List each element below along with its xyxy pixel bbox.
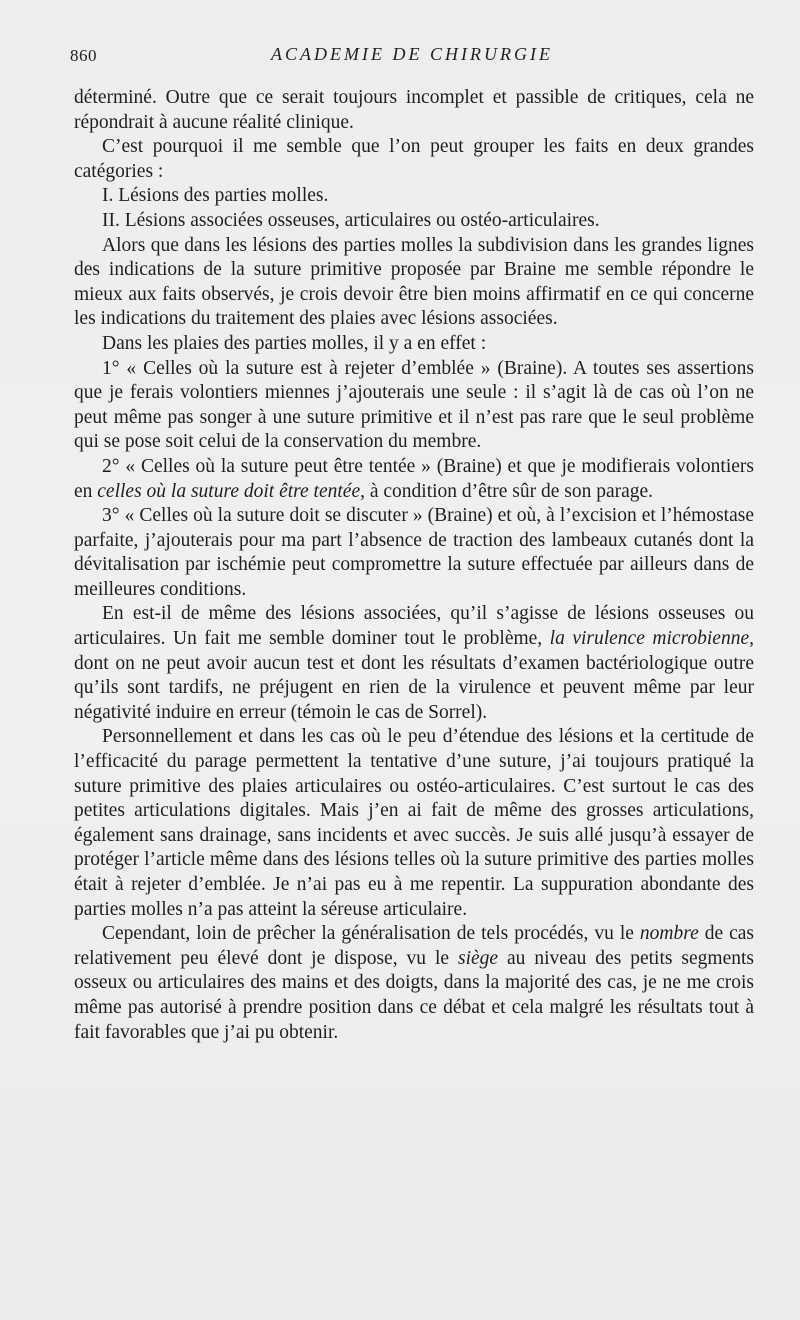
text-run: au niveau des petits segments osseux ou articulaires des mains et des doigts, dans la majorité des cas, je ne me crois même pas autorisé à prendre position dans ce débat et cela malgré les résultats tout à fait favorables que j’ai pu obtenir. <box>74 947 754 1043</box>
paragraph <box>74 184 754 209</box>
page-number: 860 <box>70 46 97 65</box>
paragraph <box>74 504 754 602</box>
text-run: Dans les plaies des parties molles, il y a en effet : <box>102 332 487 354</box>
paragraph <box>74 86 754 135</box>
paragraph <box>74 922 754 1045</box>
text-run: Alors que dans les lésions des parties molles la subdivision dans les grandes lignes des indications de la suture primitive proposée par Braine me semble répondre le mieux aux faits observés, je crois devoir être bien moins affirmatif en ce qui concerne les indications du traitement des plaies avec lésions associées. <box>74 234 754 330</box>
paragraph <box>74 209 754 234</box>
paragraph <box>74 332 754 357</box>
page-header <box>72 44 752 68</box>
body-text <box>74 86 754 1045</box>
text-run: de cas relativement peu élevé dont je dispose, vu le <box>74 923 754 969</box>
italic-text: nombre <box>639 923 699 945</box>
text-run: déterminé. Outre que ce serait toujours incomplet et passible de critiques, cela ne répondrait à aucune réalité clinique. <box>74 87 754 133</box>
running-head: ACADEMIE DE CHIRURGIE <box>271 44 553 64</box>
text-run: 2° « Celles où la suture peut être tentée » (Braine) et que je modifierais volontiers en <box>74 455 754 502</box>
text-run: 1° « Celles où la suture est à rejeter d’emblée » (Braine). A toutes ses assertions que je ferais volontiers miennes j’ajouterais une seule : il s’agit là de cas où l’on ne peut même pas songer à une suture primitive et il n’est pas rare que le seul problème qui se pose soit celui de la conservation du membre. <box>74 357 754 453</box>
paragraph <box>74 357 754 455</box>
text-run: , à condition d’être sûr de son parage. <box>360 480 654 502</box>
paragraph <box>74 602 754 725</box>
paragraph <box>74 234 754 332</box>
paragraph <box>74 725 754 922</box>
italic-text: la virulence microbienne <box>549 628 750 650</box>
text-run: 3° « Celles où la suture doit se discuter » (Braine) et où, à l’excision et l’hémostase parfaite, j’ajouterais pour ma part l’absence de traction des lambeaux cutanés dont la dévitalisation par ischémie peut compromettre la suture effectuée par ailleurs dans de meilleures conditions. <box>74 505 754 600</box>
paragraph <box>74 455 754 504</box>
text-run: C’est pourquoi il me semble que l’on peut grouper les faits en deux grandes catégories : <box>74 136 754 182</box>
italic-text: siège <box>458 947 499 969</box>
text-run: En est-il de même des lésions associées, qu’il s’agisse de lésions osseuses ou articulaires. Un fait me semble dominer tout le problème, <box>74 603 754 650</box>
text-run: , dont on ne peut avoir aucun test et dont les résultats d’examen bactériologique outre qu’ils sont tardifs, ne préjugent en rien de la virulence et peuvent même par leur négativité induire en erreur (témoin le cas de Sorrel). <box>74 628 754 723</box>
italic-text: celles où la suture doit être tentée <box>97 480 361 502</box>
text-run: Cependant, loin de prêcher la généralisation de tels procédés, vu le <box>102 923 640 945</box>
text-run: II. Lésions associées osseuses, articulaires ou ostéo-articulaires. <box>102 209 600 231</box>
text-run: Personnellement et dans les cas où le peu d’étendue des lésions et la certitude de l’efficacité du parage permettent la tentative d’une suture, j’ai toujours pratiqué la suture primitive des plaies articulaires ou ostéo-articulaires. C’est surtout le cas des petites articulations digitales. Mais j’en ai fait de même des grosses articulations, également sans drainage, sans incidents et avec succès. Je suis allé jusqu’à essayer de protéger l’article même dans des lésions telles où la suture primitive des parties molles était à rejeter d’emblée. Je n’ai pas eu à me repentir. La suppuration abondante des parties molles n’a pas atteint la séreuse articulaire. <box>74 726 754 920</box>
text-run: I. Lésions des parties molles. <box>102 185 329 207</box>
paragraph <box>74 135 754 184</box>
